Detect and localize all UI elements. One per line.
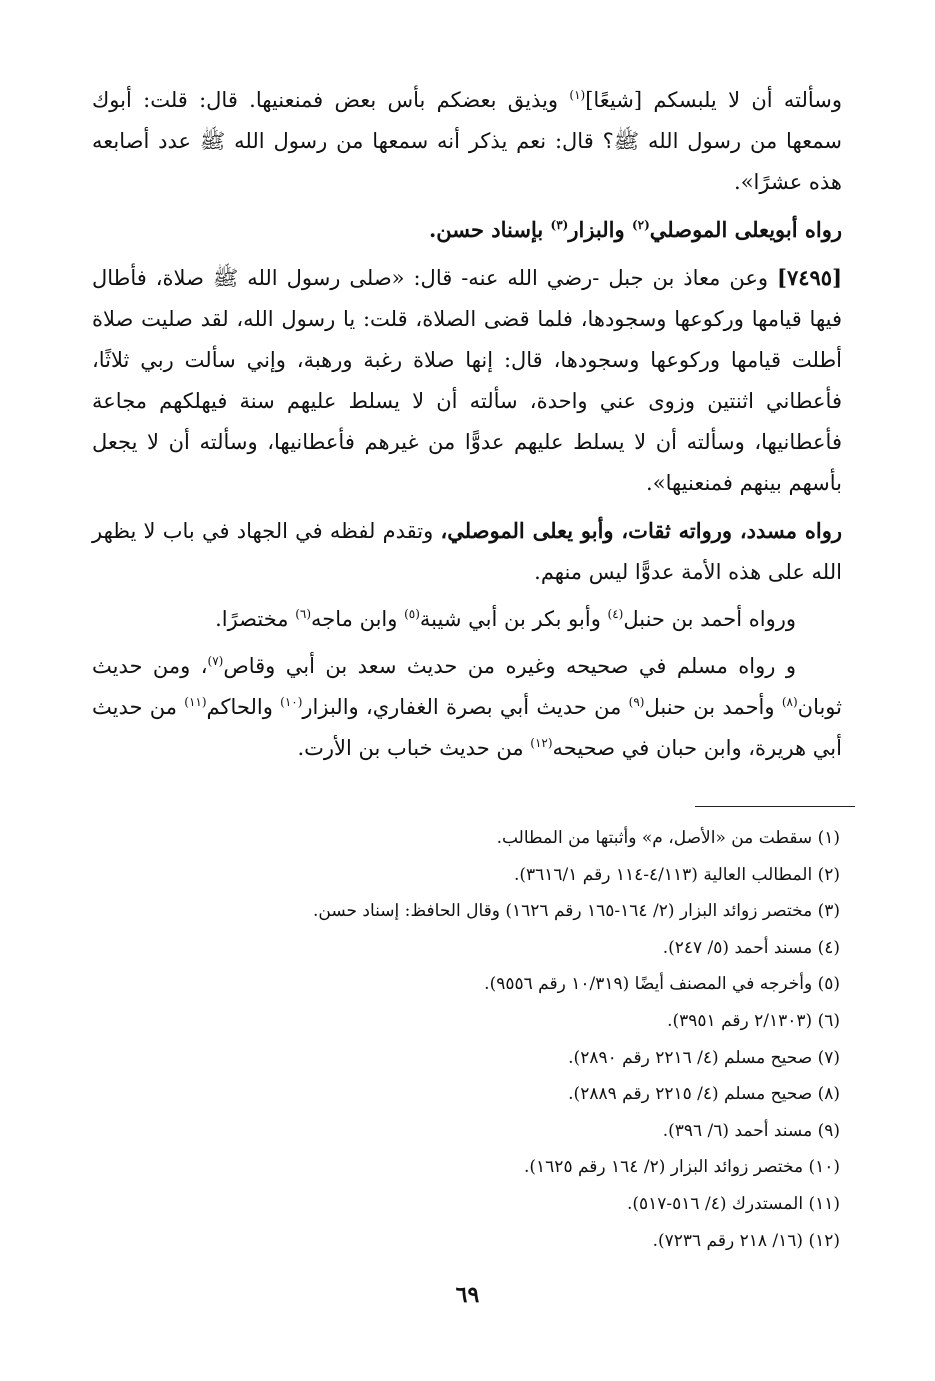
footnote-ref: (١١) [184, 695, 207, 709]
footnote-ref: (٤) [607, 607, 624, 621]
main-text [92, 80, 842, 775]
footnote-6: (٦) (٢/١٣٠٣ رقم ٣٩٥١). [667, 1010, 840, 1031]
text-span: و رواه مسلم في صحيحه وغيره من حديث سعد بن أبي وقاص [223, 654, 796, 678]
text-span: وتقدم لفظه في الجهاد في باب لا يظهر الله على هذه الأمة عدوًّا ليس منهم. [92, 519, 842, 584]
page-number: ٦٩ [455, 1282, 480, 1308]
footnote-ref: (٧) [207, 654, 224, 668]
footnote-12: (١٢) (١٦/ ٢١٨ رقم ٧٢٣٦). [652, 1230, 840, 1251]
footnote-ref: (٢) [631, 218, 650, 232]
text-span: والبزار [568, 217, 632, 242]
footnote-4: (٤) مسند أحمد (٥/ ٢٤٧). [662, 937, 840, 958]
paragraph-1 [92, 80, 842, 203]
footnote-2: (٢) المطالب العالية (٤/١١٣-١١٤ رقم ٣٦١٦/١). [513, 864, 840, 885]
footnote-7: (٧) صحيح مسلم (٤/ ٢٢١٦ رقم ٢٨٩٠). [568, 1047, 840, 1068]
text-span: بإسناد حسن. [428, 217, 551, 242]
text-span: مختصرًا. [215, 607, 296, 631]
footnote-8: (٨) صحيح مسلم (٤/ ٢٢١٥ رقم ٢٨٨٩). [568, 1084, 840, 1105]
footnote-ref: (٩) [628, 695, 645, 709]
text-span: وعن معاذ بن جبل -رضي الله عنه- قال: «صلى رسول الله ﷺ صلاة، فأطال فيها قيامها وركوعها وسجودها، فلما قضى الصلاة، قلت: يا رسول الله، لقد صليت صلاة أطلت قيامها وركوعها وسجودها، قال: إنها صلاة رغبة ورهبة، وإني سألت ربي ثلاثًا، فأعطاني اثنتين وزوى عني واحدة، سألته أن لا يسلط عليهم سنة فيهلكهم مجاعة فأعطانيها، وسألته أن لا يسلط عليهم عدوًّا من غيرهم فأعطانيها، وسألته أن لا يجعل بأسهم بينهم فمنعنيها». [92, 266, 842, 495]
text-span: ، ومن حديث ثوبان [92, 654, 842, 719]
footnote-10: (١٠) مختصر زوائد البزار (٢/ ١٦٤ رقم ١٦٢٥). [524, 1157, 840, 1178]
text-span: وأحمد بن حنبل [644, 695, 782, 719]
text-span: من حديث أبي هريرة، وابن حبان في صحيحه [92, 695, 842, 760]
footnote-3: (٣) مختصر زوائد البزار (٢/ ١٦٤-١٦٥ رقم ١٦٢٦) وقال الحافظ: إسناد حسن. [312, 901, 840, 922]
bold-span: رواه مسدد، ورواته ثقات، وأبو يعلى الموصلي، [440, 518, 842, 543]
footnote-ref: (١) [569, 88, 586, 102]
footnotes [140, 820, 840, 1259]
footnote-5: (٥) وأخرجه في المصنف أيضًا (١٠/٣١٩ رقم ٩٥٥٦). [484, 974, 840, 995]
text-span: وابن ماجه [311, 607, 405, 631]
text-span: رواه أبويعلى الموصلي [649, 217, 842, 242]
text-span: وسألته أن لا يلبسكم [شيعًا] [585, 88, 842, 112]
hadith-number: [٧٤٩٥] [777, 265, 842, 290]
text-span: من حديث خباب بن الأرت. [297, 736, 531, 760]
footnote-ref: (٨) [781, 695, 798, 709]
footnote-ref: (٦) [295, 607, 312, 621]
paragraph-3 [92, 257, 842, 504]
footnote-divider [695, 806, 855, 807]
footnote-ref: (٣) [550, 218, 569, 232]
footnote-1: (١) سقطت من «الأصل، م» وأثبتها من المطالب. [496, 828, 840, 848]
footnote-ref: (١٠) [280, 695, 303, 709]
text-span: ورواه أحمد بن حنبل [623, 607, 796, 631]
footnote-9: (٩) مسند أحمد (٦/ ٣٩٦). [662, 1120, 840, 1141]
paragraph-2 [92, 209, 842, 251]
footnote-11: (١١) المستدرك (٤/ ٥١٦-٥١٧). [626, 1193, 840, 1214]
paragraph-6 [92, 646, 842, 769]
text-span: والحاكم [206, 695, 281, 719]
footnote-ref: (٥) [404, 607, 420, 621]
footnote-ref: (١٢) [530, 736, 553, 750]
paragraph-5 [92, 599, 842, 640]
text-span: ويذيق بعضكم بأس بعض فمنعنيها. قال: قلت: أبوك سمعها من رسول الله ﷺ؟ قال: نعم يذكر أنه سمعها من رسول الله ﷺ عدد أصابعه هذه عشرًا». [92, 88, 842, 194]
text-span: وأبو بكر بن أبي شيبة [419, 607, 608, 631]
text-span: من حديث أبي بصرة الغفاري، والبزار [302, 695, 629, 719]
paragraph-4 [92, 510, 842, 593]
